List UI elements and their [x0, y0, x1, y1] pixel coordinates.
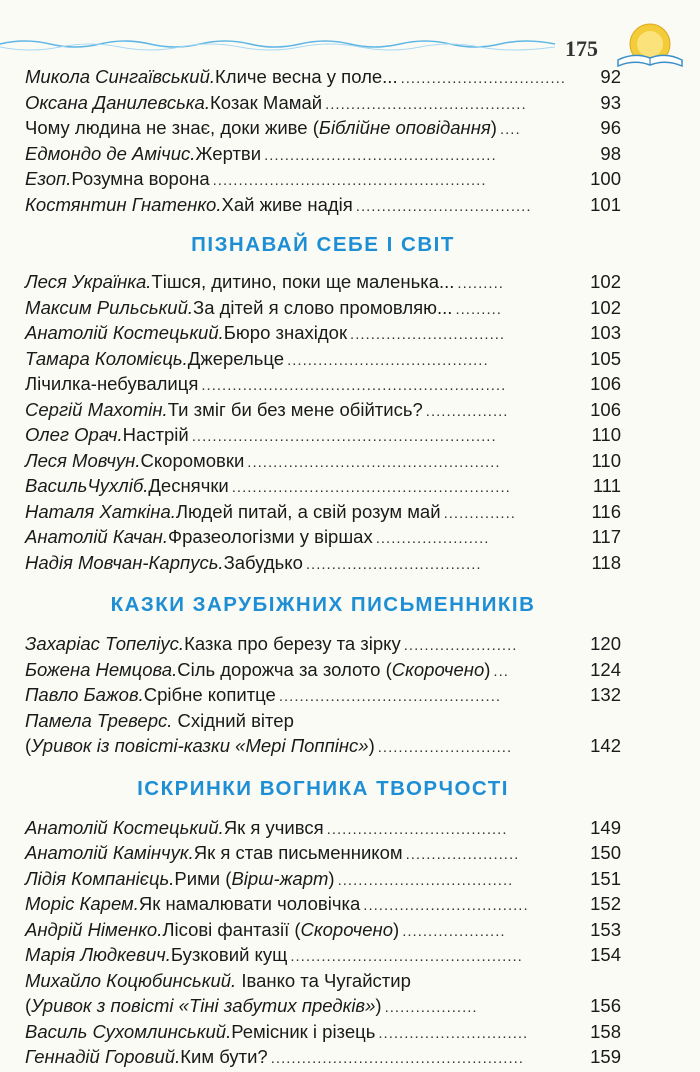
toc-entry[interactable]: [25, 526, 621, 552]
entry-title: Чому людина не знає, доки живе (: [25, 117, 319, 138]
entry-line: [25, 66, 621, 92]
entry-title: Східний вітер: [177, 709, 294, 731]
page-ref: 92: [600, 66, 621, 87]
toc-entry[interactable]: [25, 143, 621, 169]
entry-bracket-open: (: [25, 995, 32, 1016]
toc-entry[interactable]: [25, 271, 621, 297]
entry-title: Деснячки: [148, 475, 229, 496]
page-ref: 100: [590, 168, 621, 189]
entry-author: Василь Сухомлинський.: [25, 1020, 232, 1042]
leader-dots: ...........................................................: [191, 428, 497, 445]
toc-entry[interactable]: [25, 659, 621, 685]
entry-line: [25, 868, 621, 894]
entry-author: Лідія Компанієць.: [25, 867, 175, 889]
page-ref: 102: [590, 296, 621, 318]
entry-author: Геннадій Горовий.: [25, 1046, 181, 1067]
entry-note: Скорочено: [300, 918, 394, 940]
entry-line: [25, 526, 621, 552]
leader-dots: .................................................: [247, 453, 501, 471]
entry-bracket-close: ): [484, 658, 491, 680]
toc-entry[interactable]: [25, 450, 621, 476]
entry-title: Сіль дорожча за золото (: [177, 658, 392, 680]
section-heading: КАЗКИ ЗАРУБІЖНИХ ПИСЬМЕННИКІВ: [110, 593, 536, 616]
page-ref: 149: [590, 816, 621, 838]
leader-dots: .........: [457, 275, 504, 292]
leader-dots: ..................................: [355, 197, 532, 215]
leader-dots: ..........................: [377, 739, 513, 756]
entry-line: [25, 944, 621, 970]
entry-author: Олег Орач.: [25, 424, 123, 445]
entry-title: Рими (: [174, 867, 232, 889]
leader-dots: .......................................: [287, 351, 489, 369]
page-ref: 142: [590, 735, 621, 756]
entry-line: [25, 348, 621, 374]
leader-dots: .............................: [378, 1024, 529, 1042]
section-heading: ПІЗНАВАЙ СЕБЕ І СВІТ: [191, 233, 455, 256]
toc-entry[interactable]: [25, 424, 621, 450]
leader-dots: ..................................: [337, 871, 514, 889]
page-ref: 111: [592, 475, 621, 496]
entry-title: Срібне копитце: [143, 684, 276, 705]
entry-author: Костянтин Гнатенко.: [25, 193, 222, 215]
leader-dots: .............................................: [264, 146, 497, 164]
leader-dots: ..............................: [350, 326, 506, 343]
toc-entry[interactable]: [25, 399, 621, 425]
entry-line: [25, 842, 621, 868]
toc-entry[interactable]: [25, 1021, 621, 1047]
entry-line: [25, 1021, 621, 1047]
entry-line: [25, 271, 621, 297]
entry-title: Іванко та Чугайстир: [241, 969, 411, 991]
page-ref: 132: [590, 684, 621, 705]
toc-entry[interactable]: [25, 168, 621, 194]
toc-entry[interactable]: [25, 919, 621, 945]
entry-bracket-close: ): [393, 918, 400, 940]
entry-line: [25, 659, 621, 685]
entry-line: [25, 143, 621, 169]
entry-title: Лісові фантазії (: [162, 918, 301, 940]
entry-line: [25, 919, 621, 945]
entry-title: Як я учився: [223, 816, 324, 838]
page-ref: 151: [590, 867, 621, 889]
page-ref: 93: [600, 91, 621, 113]
entry-line: [25, 893, 621, 919]
toc-entry[interactable]: [25, 475, 621, 501]
entry-title: Як я став письменником: [193, 842, 403, 863]
entry-title: Фразеологізми у віршах: [168, 526, 373, 547]
entry-author: Анатолій Костецький.: [25, 816, 224, 838]
entry-title: Казка про березу та зірку: [184, 633, 401, 654]
page-ref: 152: [590, 893, 621, 914]
entry-author: Марія Людкевич.: [25, 944, 171, 965]
entry-bracket-close: ): [375, 995, 382, 1016]
entry-bracket-close: ): [368, 735, 375, 756]
entry-title: За дітей я слово промовляю...: [193, 296, 453, 318]
entry-author: Леся Українка.: [25, 271, 152, 292]
entry-subtitle: Уривок з повісті «Тіні забутих предків»: [31, 995, 376, 1016]
entry-author: Анатолій Камінчук.: [25, 842, 194, 863]
entry-author: Андрій Німенко.: [25, 918, 163, 940]
entry-title: Жертви: [195, 142, 262, 164]
leader-dots: ..............: [443, 504, 516, 522]
page-ref: 105: [590, 347, 621, 369]
table-of-contents: [25, 66, 621, 1072]
page-ref: 158: [590, 1020, 621, 1042]
entry-title: Бузковий кущ: [170, 944, 288, 965]
entry-note: Скорочено: [391, 658, 485, 680]
page-ref: 118: [591, 551, 621, 573]
leader-dots: .......................................: [325, 95, 527, 113]
entry-line: [25, 373, 621, 399]
entry-bracket-close: ): [490, 117, 497, 138]
entry-first-line: [25, 970, 621, 996]
toc-entry[interactable]: [25, 944, 621, 970]
toc-entry[interactable]: [25, 501, 621, 527]
entry-line: [25, 194, 621, 220]
entry-line: [25, 817, 621, 843]
entry-line: [25, 399, 621, 425]
sun-over-book-icon: [618, 24, 682, 66]
entry-author: Моріс Карем.: [25, 893, 139, 914]
page-ref: 116: [591, 500, 621, 522]
entry-first-line: [25, 710, 621, 736]
leader-dots: ...................................: [326, 820, 508, 838]
entry-line: [25, 684, 621, 710]
toc-entry[interactable]: [25, 322, 621, 348]
entry-author: ВасильЧухліб.: [25, 475, 149, 496]
leader-dots: ...........................................: [278, 688, 502, 705]
page-ref: 153: [590, 918, 621, 940]
entry-line: [25, 322, 621, 348]
entry-author: Оксана Данилевська.: [25, 91, 210, 113]
entry-author: Анатолій Костецький.: [25, 322, 224, 343]
entry-bracket-open: (: [25, 735, 32, 756]
toc-entry[interactable]: [25, 633, 621, 659]
toc-entry[interactable]: [25, 373, 621, 399]
entry-line: [25, 450, 621, 476]
entry-title: Ремісник і різець: [231, 1020, 376, 1042]
entry-line: [25, 92, 621, 118]
entry-line: [25, 735, 621, 761]
toc-entry[interactable]: [25, 1046, 621, 1072]
leader-dots: ................................: [363, 897, 529, 914]
leader-dots: ................: [425, 402, 509, 420]
entry-note: Вірш-жарт: [231, 867, 329, 889]
entry-line: [25, 995, 621, 1021]
entry-line: [25, 168, 621, 194]
toc-entry[interactable]: [25, 348, 621, 374]
entry-note: Біблійне оповідання: [318, 117, 491, 138]
page-number: 175: [565, 36, 598, 61]
entry-line: [25, 117, 621, 143]
toc-entry[interactable]: [25, 710, 621, 761]
entry-title: Бюро знахідок: [223, 322, 348, 343]
toc-entry[interactable]: [25, 66, 621, 92]
section-heading: ІСКРИНКИ ВОГНИКА ТВОРЧОСТІ: [137, 776, 509, 800]
leader-dots: ......................................................: [231, 479, 511, 496]
entry-title: Як намалювати чоловічка: [138, 893, 361, 914]
toc-entry[interactable]: [25, 297, 621, 323]
entry-title: Розумна ворона: [71, 168, 210, 189]
leader-dots: ......................: [375, 530, 490, 547]
page-ref: 102: [590, 271, 621, 292]
entry-author: Сергій Махотін.: [25, 398, 168, 420]
leader-dots: ......................: [405, 846, 520, 863]
page-ref: 120: [590, 633, 621, 654]
entry-title: Ти зміг би без мене обійтись?: [167, 398, 423, 420]
page-ref: 103: [590, 322, 621, 343]
toc-entry[interactable]: [25, 684, 621, 710]
leader-dots: ....................: [402, 922, 506, 940]
entry-line: [25, 475, 621, 501]
entry-author: Едмондо де Амічис.: [25, 142, 196, 164]
toc-entry[interactable]: [25, 194, 621, 220]
page-ref: 110: [591, 424, 621, 445]
entry-title: Лічилка-небувалиця: [25, 373, 199, 394]
entry-author: Наталя Хаткіна.: [25, 500, 176, 522]
leader-dots: ...........................................................: [201, 377, 507, 394]
entry-author: Павло Бажов.: [25, 684, 144, 705]
page-ref: 110: [591, 449, 621, 471]
page-ref: 106: [590, 398, 621, 420]
entry-bracket-close: ): [328, 867, 335, 889]
entry-title: Тішся, дитино, поки ще маленька...: [151, 271, 455, 292]
entry-title: Скоромовки: [140, 449, 245, 471]
leader-dots: ..................: [384, 999, 478, 1016]
toc-entry[interactable]: [25, 868, 621, 894]
toc-entry[interactable]: [25, 970, 621, 1021]
toc-entry[interactable]: [25, 817, 621, 843]
entry-author: Езоп.: [25, 168, 72, 189]
leader-dots: .........: [455, 300, 502, 318]
page-ref: 156: [590, 995, 621, 1016]
page-ref: 101: [590, 193, 621, 215]
entry-author: Захаріас Топеліус.: [25, 633, 185, 654]
page-ref: 96: [600, 117, 621, 138]
leader-dots: ................................: [400, 70, 566, 87]
leader-dots: .............................................: [290, 948, 523, 965]
leader-dots: .................................................: [270, 1050, 524, 1067]
entry-author: Анатолій Качан.: [25, 526, 169, 547]
entry-title: Ким бути?: [180, 1046, 268, 1067]
entry-author: Микола Сингаївський.: [25, 66, 216, 87]
page-ref: 98: [600, 142, 621, 164]
entry-title: Людей питай, а свій розум май: [175, 500, 441, 522]
entry-title: Настрій: [122, 424, 189, 445]
entry-title: Кличе весна у поле...: [215, 66, 398, 87]
entry-author: Тамара Коломієць.: [25, 347, 188, 369]
entry-title: Козак Мамай: [209, 91, 323, 113]
page-ref: 150: [590, 842, 621, 863]
page-ref: 154: [590, 944, 621, 965]
entry-line: [25, 552, 621, 578]
entry-title: Забудько: [223, 551, 303, 573]
toc-entry[interactable]: [25, 117, 621, 143]
entry-line: [25, 633, 621, 659]
entry-title: Хай живе надія: [221, 193, 353, 215]
page-ref: 106: [590, 373, 621, 394]
leader-dots: ..................................: [305, 555, 482, 573]
leader-dots: ......................: [403, 637, 518, 654]
page-ref: 124: [590, 658, 621, 680]
leader-dots: .....................................................: [212, 172, 487, 189]
toc-entry[interactable]: [25, 893, 621, 919]
toc-entry[interactable]: [25, 552, 621, 578]
entry-line: [25, 1046, 621, 1072]
toc-entry[interactable]: [25, 842, 621, 868]
entry-author: Михайло Коцюбинський.: [25, 969, 237, 991]
leader-dots: ...: [493, 662, 509, 680]
entry-author: Максим Рильський.: [25, 296, 194, 318]
entry-author: Памела Треверс.: [25, 709, 173, 731]
entry-title: Джерельце: [187, 347, 285, 369]
leader-dots: ....: [499, 121, 521, 138]
entry-line: [25, 424, 621, 450]
page-ref: 117: [591, 526, 621, 547]
entry-line: [25, 501, 621, 527]
page-ref: 159: [590, 1046, 621, 1067]
entry-author: Леся Мовчун.: [25, 449, 141, 471]
entry-line: [25, 297, 621, 323]
entry-author: Надія Мовчан-Карпусь.: [25, 551, 224, 573]
entry-author: Божена Немцова.: [25, 658, 178, 680]
toc-entry[interactable]: [25, 92, 621, 118]
entry-subtitle: Уривок із повісті-казки «Мері Поппінс»: [31, 735, 369, 756]
